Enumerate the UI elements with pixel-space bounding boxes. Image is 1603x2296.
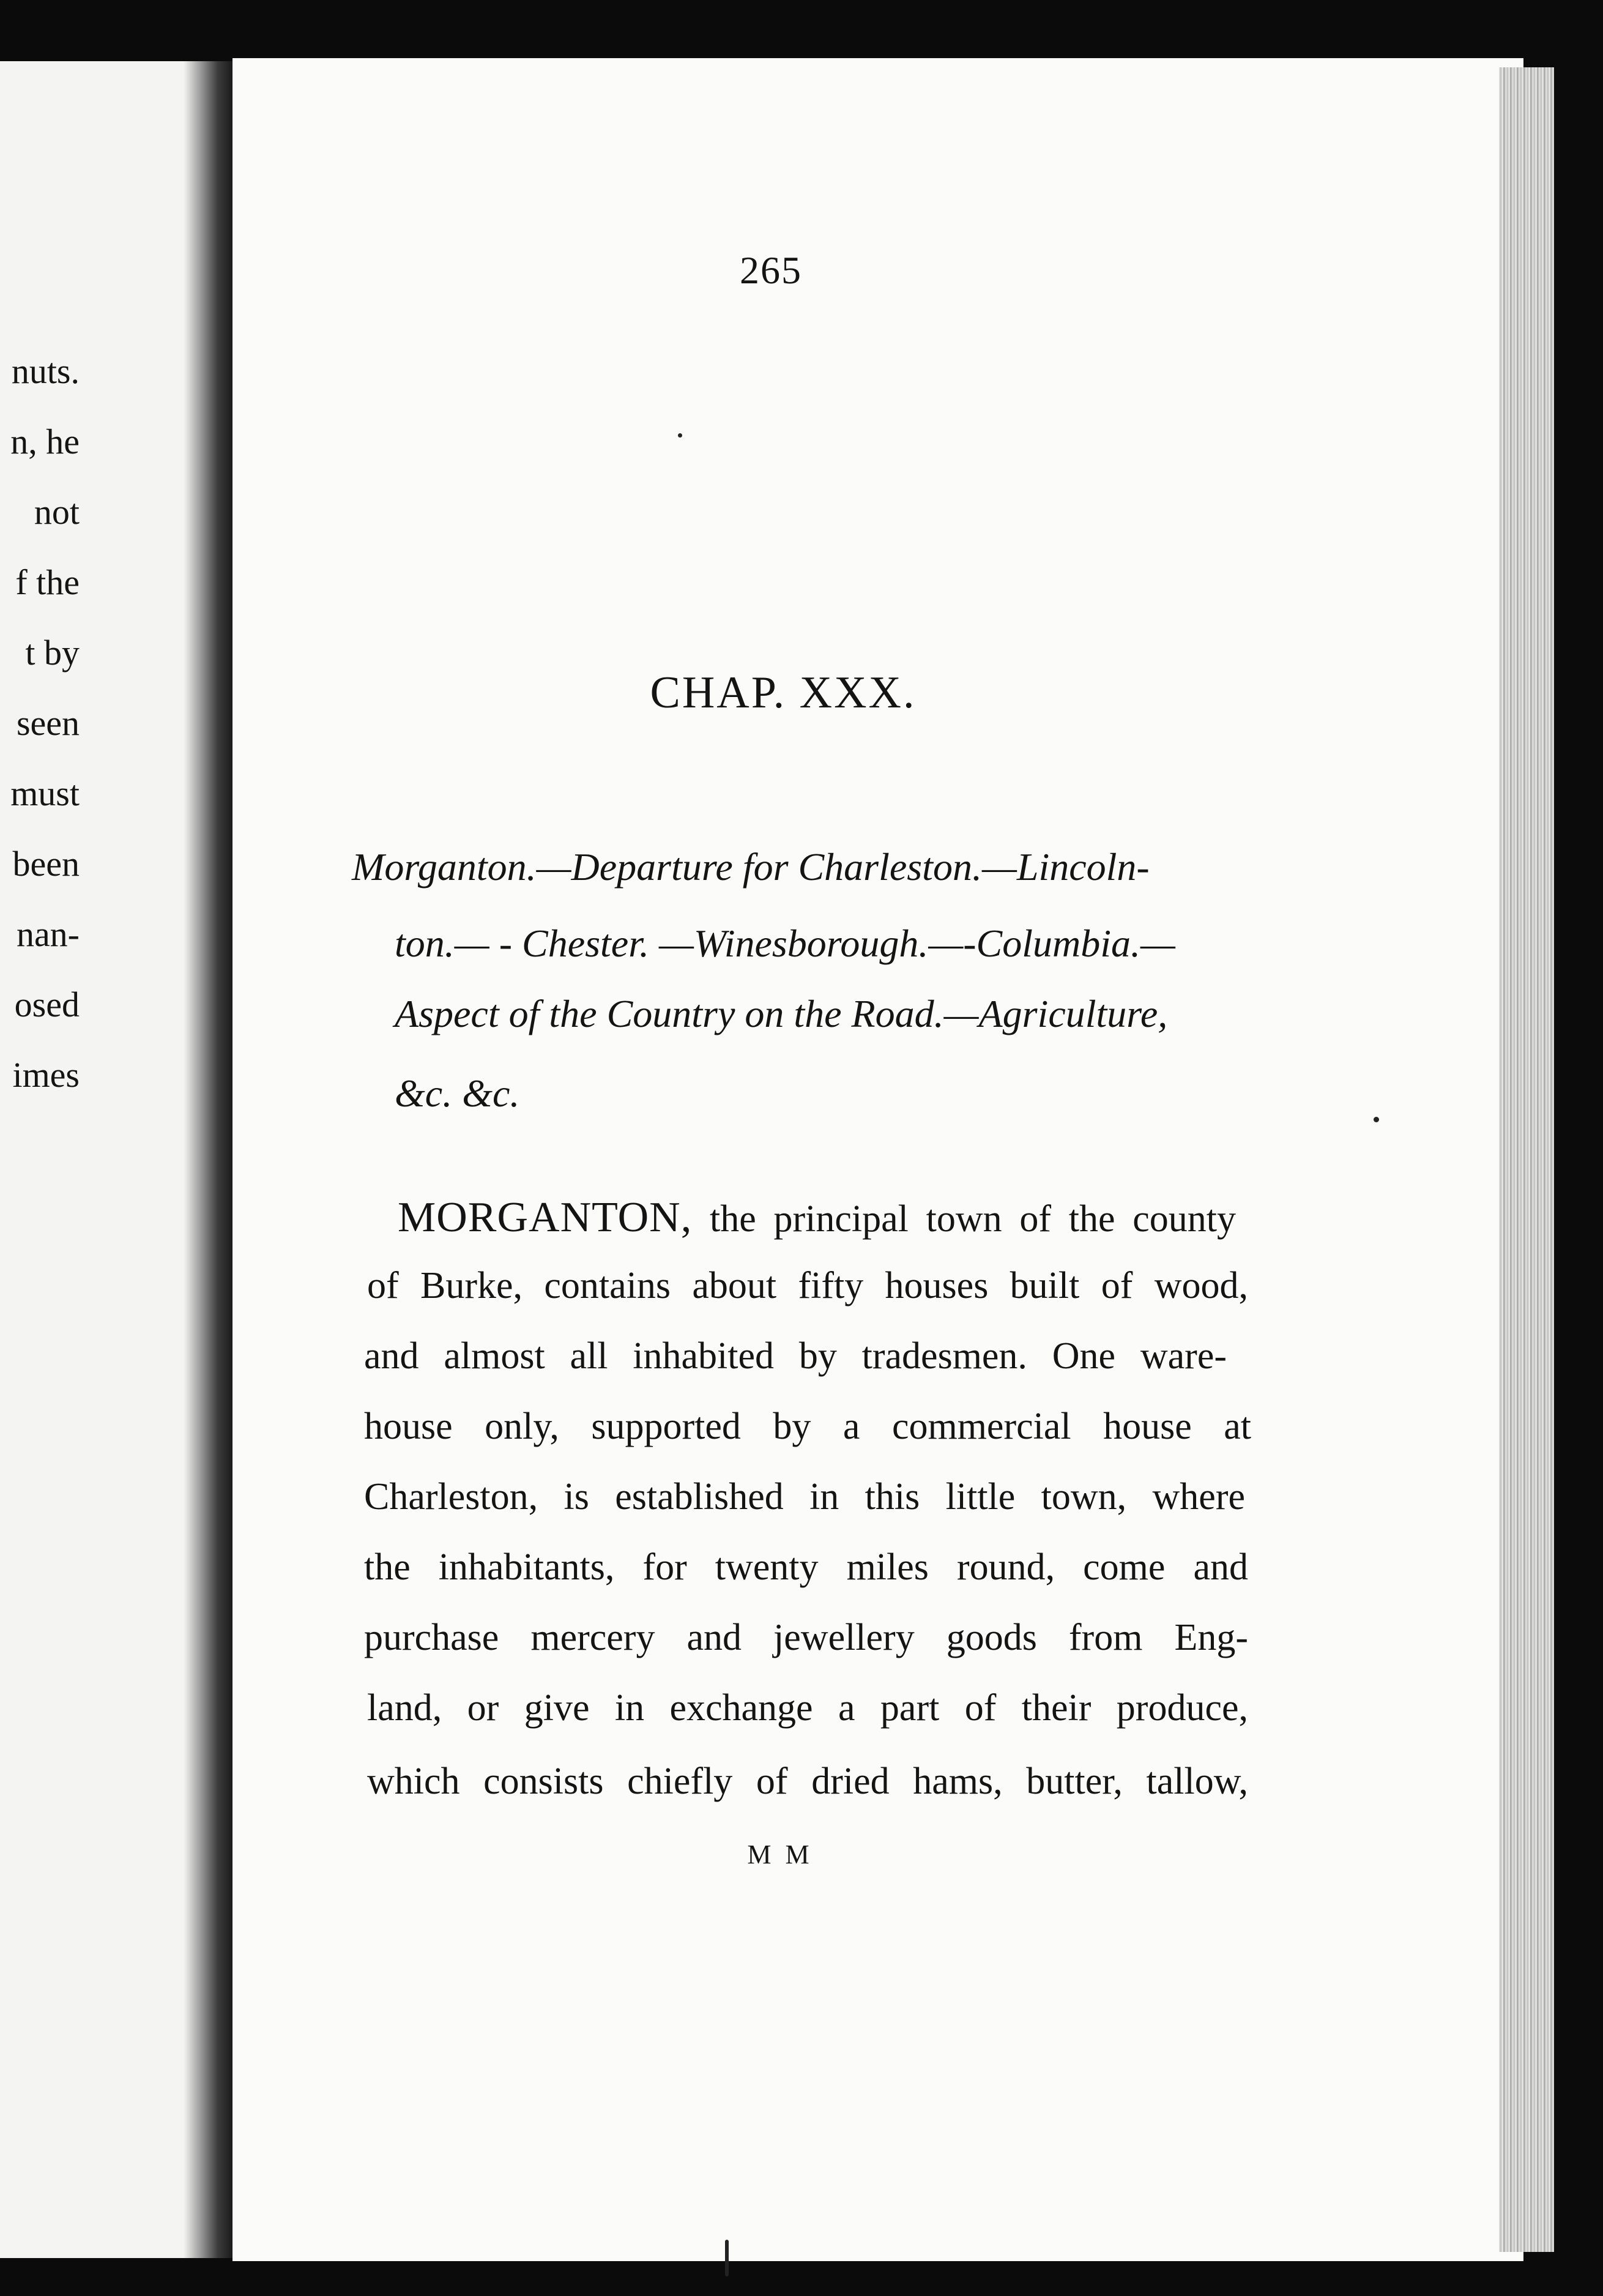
opening-word: MORGANTON,	[398, 1194, 693, 1241]
chapter-summary-line: Aspect of the Country on the Road.—Agriculture,	[395, 992, 1168, 1035]
left-line-fragment: f the	[15, 562, 80, 602]
body-line	[398, 1196, 1236, 1239]
body-line: of Burke, contains about fifty houses built of wood,	[367, 1265, 1248, 1306]
left-line-fragment: t by	[25, 633, 80, 673]
book-gutter	[184, 61, 232, 2258]
page-edges	[1499, 67, 1554, 2252]
chapter-summary-line: ton.— - Chester. —Winesborough.—-Columbia.—	[395, 922, 1175, 965]
body-line: Charleston, is established in this little town, where	[364, 1476, 1245, 1518]
body-line-text: the principal town of the county	[710, 1198, 1236, 1240]
left-line-fragment: been	[12, 844, 80, 884]
chapter-heading: CHAP. XXX.	[650, 668, 917, 718]
right-page	[232, 58, 1523, 2261]
body-line: which consists chiefly of dried hams, butter, tallow,	[367, 1761, 1248, 1802]
page-number: 265	[740, 248, 802, 292]
printer-signature-mark: M M	[747, 1839, 813, 1869]
left-line-fragment: not	[34, 492, 80, 532]
chapter-summary-line: Morganton.—Departure for Charleston.—Lincoln-	[352, 845, 1150, 889]
left-line-fragment: n, he	[10, 422, 80, 461]
body-line: and almost all inhabited by tradesmen. One ware-	[364, 1335, 1227, 1377]
body-line: house only, supported by a commercial house at	[364, 1406, 1251, 1447]
paper-speck	[725, 2240, 729, 2276]
left-line-fragment: nan-	[16, 914, 80, 954]
left-line-fragment: imes	[12, 1055, 80, 1095]
body-line: the inhabitants, for twenty miles round, come and	[364, 1546, 1248, 1588]
body-line: purchase mercery and jewellery goods from Eng-	[364, 1617, 1248, 1658]
body-line: land, or give in exchange a part of their produce,	[367, 1687, 1248, 1729]
paper-speck	[1374, 1117, 1379, 1122]
left-line-fragment: must	[10, 773, 80, 813]
chapter-summary-line: &c. &c.	[395, 1072, 520, 1115]
left-line-fragment: osed	[14, 985, 80, 1024]
paper-speck	[678, 433, 682, 438]
left-line-fragment: nuts.	[11, 351, 80, 391]
left-line-fragment: seen	[16, 703, 80, 743]
